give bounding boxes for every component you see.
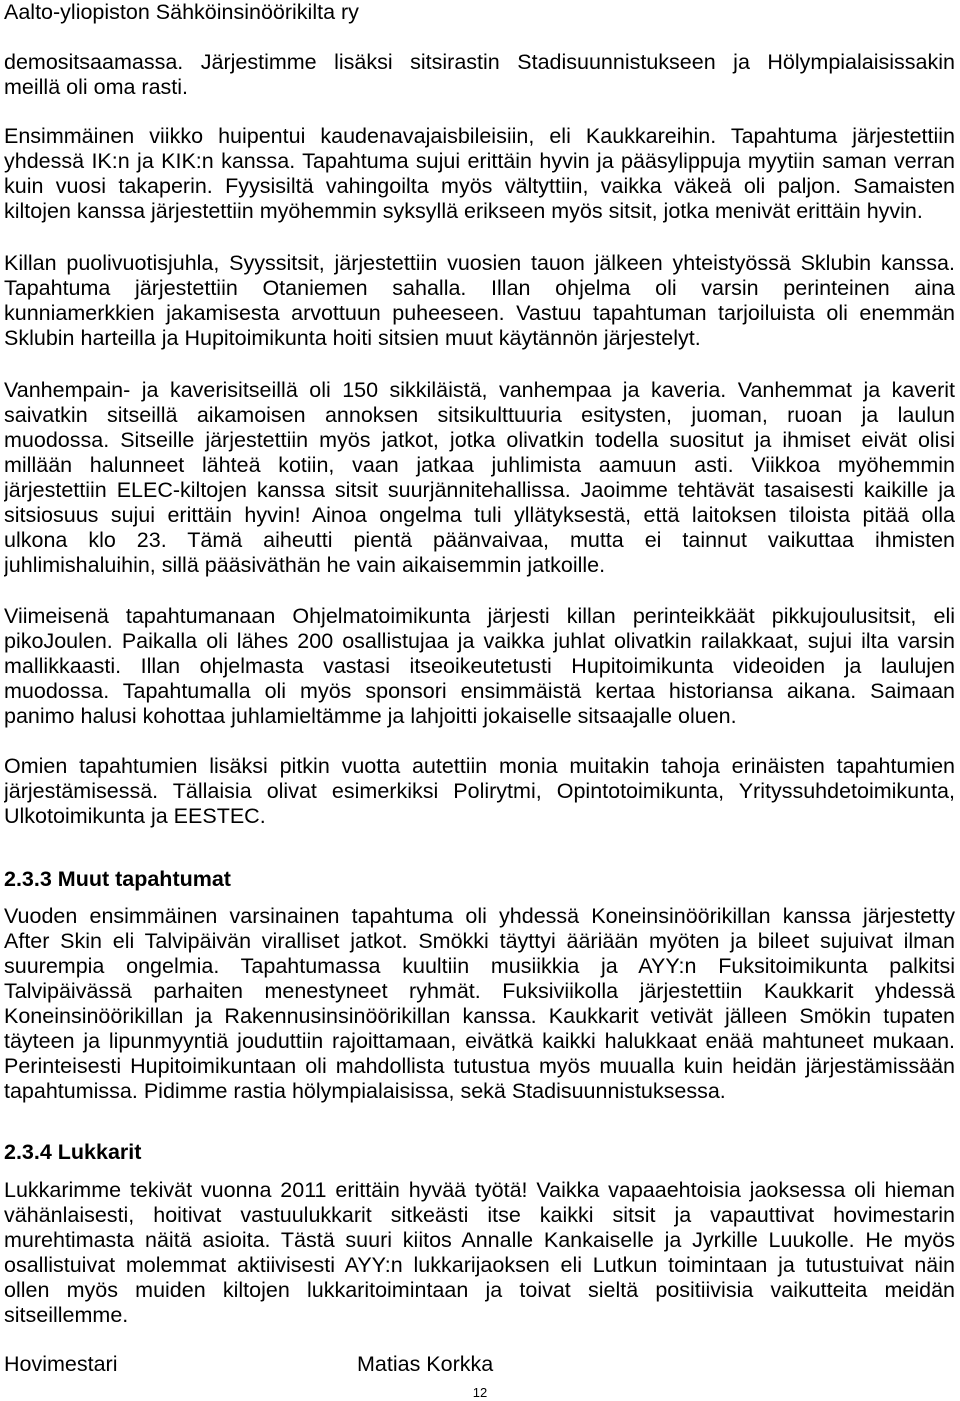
paragraph-line: Tapahtuma järjestettiin Otaniemen sahalla. Illan ohjelma oli varsin perinteinen aina	[4, 275, 955, 300]
body-paragraph	[4, 604, 955, 730]
body-paragraph	[4, 251, 955, 352]
paragraph-line: Viimeisenä tapahtumanaan Ohjelmatoimikunta järjesti killan perinteikkäät pikkujoulusitsit, eli	[4, 603, 955, 628]
paragraph-line: kuin vuosi takaperin. Fyysisiltä vahingoilta myös vältyttiin, vaikka väkeä oli paljon. Samaisten	[4, 173, 955, 198]
paragraph-line: Koneinsinöörikillan ja Rakennusinsinöörikillan kanssa. Kaukkarit vetivät jälleen Smökin tupaten	[4, 1004, 955, 1029]
body-paragraph	[4, 378, 955, 579]
paragraph-line: mallikkaasti. Illan ohjelmasta vastasi itseoikeutetusti Hupitoimikunta videoiden ja laulujen	[4, 653, 955, 678]
paragraph-line: Sklubin harteilla ja Hupitoimikunta hoiti sitsien muut käytännön järjestelyt.	[4, 325, 701, 350]
signature	[4, 1352, 955, 1377]
body-paragraph	[4, 124, 955, 225]
body-paragraph	[4, 1178, 955, 1329]
paragraph-line: saivatkin sitseillä aikamoisen annoksen sitsikulttuuria esitysten, juoman, ruoan ja laulun	[4, 402, 955, 427]
paragraph-line: juhlimishaluihin, sillä pääsiväthän he vain aikaisemmin jatkoille.	[4, 553, 606, 578]
paragraph-line: muodossa. Tapahtumalla oli myös sponsori ensimmäistä kertaa historiansa aikana. Saimaan	[4, 678, 955, 703]
paragraph-line: tapahtumissa. Pidimme rastia hölympialaisissa, sekä Stadisuunnistuksessa.	[4, 1079, 726, 1104]
paragraph-line: Lukkarimme tekivät vuonna 2011 erittäin hyvää työtä! Vaikka vapaaehtoisia jaoksessa oli hieman	[4, 1177, 955, 1202]
paragraph-line: osallistuivat molemmat aktiivisesti AYY:n lukkarijaoksen eli Lutkun toimintaan ja tutustuivat näin	[4, 1252, 955, 1277]
paragraph-line: Vanhempain- ja kaverisitseillä oli 150 sikkiläistä, vanhempaa ja kaveria. Vanhemmat ja kaverit	[4, 377, 955, 402]
paragraph-line: millään halunneet lähteä kotiin, vaan jatkaa juhlimista aamuun asti. Viikkoa myöhemmin	[4, 452, 955, 477]
paragraph-line: Perinteisesti Hupitoimikuntaan oli mahdollista tutustua myös muualla kuin heidän järjestämissään	[4, 1054, 955, 1079]
document-header	[4, 0, 955, 25]
section-heading: 2.3.4 Lukkarit	[4, 1139, 142, 1164]
paragraph-line: sitsiosuus sujui erittäin hyvin! Ainoa ongelma tuli yllätyksestä, että laitoksen tiloista pitää olla	[4, 503, 955, 528]
paragraph-line: järjestämisessä. Tällaisia olivat esimerkiksi Polirytmi, Opintotoimikunta, Yrityssuhdetoimikunta,	[4, 778, 955, 803]
paragraph-line: murehtimasta näitä asioita. Tästä suuri kiitos Annalle Kankaiselle ja Jyrkille Luukolle. He myös	[4, 1227, 955, 1252]
paragraph-line: vähänlaisesti, hoitivat vastuulukkarit sitkeästi itse kaikki sitsit ja vapauttivat hovimestarin	[4, 1202, 955, 1227]
paragraph-line: Killan puolivuotisjuhla, Syyssitsit, järjestettiin vuosien tauon jälkeen yhteistyössä Sklubin kanssa.	[4, 250, 955, 275]
paragraph-line: ulkona klo 23. Tämä aiheutti pientä päänvaivaa, mutta ei tainnut vaikuttaa ihmisten	[4, 528, 955, 553]
body-paragraph	[4, 754, 955, 829]
paragraph-line: ollen myös muiden kiltojen lukkaritoimintaan ja toivat sieltä positiivisia vaikutteita meidän	[4, 1278, 955, 1303]
paragraph-line: Ulkotoimikunta ja EESTEC.	[4, 803, 266, 828]
paragraph-line: Vuoden ensimmäinen varsinainen tapahtuma oli yhdessä Koneinsinöörikillan kanssa järjestetty	[4, 903, 955, 928]
body-paragraph	[4, 50, 955, 100]
paragraph-line: sitseillemme.	[4, 1303, 129, 1328]
paragraph-line: kiltojen kanssa järjestettiin myöhemmin syksyllä erikseen myös sitsit, jotka menivät erittäin hyvin.	[4, 198, 923, 223]
paragraph-line: After Skin eli Talvipäivän viralliset jatkot. Smökki täyttyi ääriään myöten ja bileet sujuivat ilman	[4, 928, 955, 953]
paragraph-line: Ensimmäinen viikko huipentui kaudenavajaisbileisiin, eli Kaukkareihin. Tapahtuma järjestettiin	[4, 123, 955, 148]
paragraph-line: muodossa. Sitseille järjestettiin myös jatkot, jotka olivatkin todella suositut ja ihmiset eivät olisi	[4, 427, 955, 452]
paragraph-line: täyteen ja lipunmyyntiä jouduttiin rajoittamaan, eivätkä kaikki halukkaat enää mahtuneet mukaan.	[4, 1029, 955, 1054]
paragraph-line: pikoJoulen. Paikalla oli lähes 200 osallistujaa ja vaikka juhlat olivatkin railakkaat, sujui ilta varsin	[4, 628, 955, 653]
page-number: 12	[472, 1385, 488, 1400]
paragraph-line: suurempia ongelmia. Tapahtumassa kuultiin musiikkia ja AYY:n Fuksitoimikunta palkitsi	[4, 953, 955, 978]
paragraph-line: Omien tapahtumien lisäksi pitkin vuotta autettiin monia muitakin tahoja erinäisten tapahtumien	[4, 753, 955, 778]
paragraph-line: järjestettiin ELEC-kiltojen kanssa sitsit suurjännitehallissa. Jaoimme tehtävät tasaisesti kaikille ja	[4, 478, 955, 503]
paragraph-line: panimo halusi kohottaa juhlamieltämme ja lahjoitti jokaiselle sitsaajalle oluen.	[4, 704, 737, 729]
paragraph-line: demositsaamassa. Järjestimme lisäksi sitsirastin Stadisuunnistukseen ja Hölympialaisissakin	[4, 49, 955, 74]
paragraph-line: kunniamerkkien jakamisesta arvottuun puheeseen. Vastuu tapahtuman tarjoiluista oli enemmän	[4, 300, 955, 325]
paragraph-line: Talvipäivässä parhaiten menestyneet ryhmät. Fuksiviikolla järjestettiin Kaukkarit yhdessä	[4, 978, 955, 1003]
organization-name: Aalto-yliopiston Sähköinsinöörikilta ry	[4, 0, 359, 24]
paragraph-line: yhdessä IK:n ja KIK:n kanssa. Tapahtuma sujui erittäin hyvin ja pääsylippuja myytiin saman verran	[4, 148, 955, 173]
section-heading: 2.3.3 Muut tapahtumat	[4, 866, 231, 891]
paragraph-line: meillä oli oma rasti.	[4, 74, 188, 99]
signature-title: Hovimestari	[4, 1351, 118, 1376]
body-paragraph	[4, 904, 955, 1105]
signature-name: Matias Korkka	[357, 1351, 494, 1376]
